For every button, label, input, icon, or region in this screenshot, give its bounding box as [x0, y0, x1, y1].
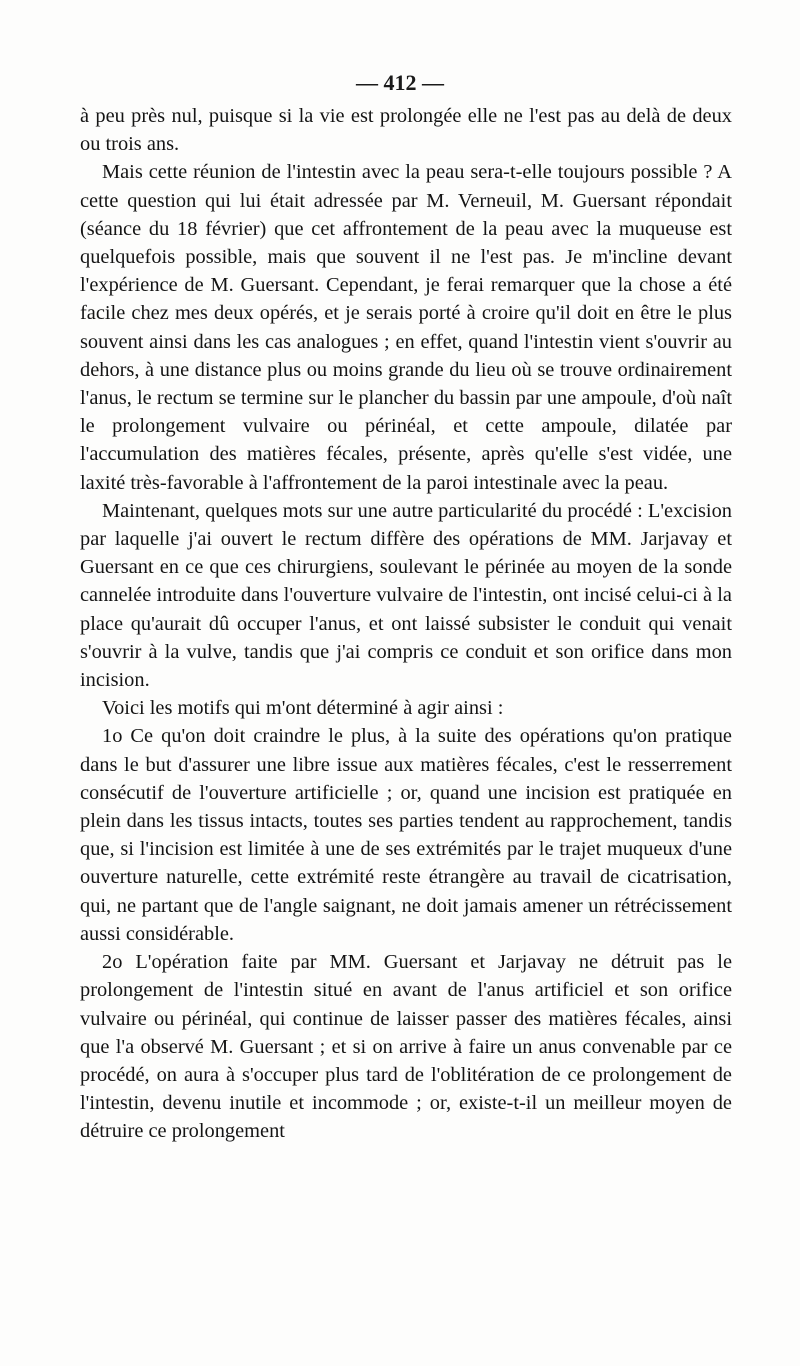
paragraph-excision: Maintenant, quelques mots sur une autre particularité du procédé : L'excision par laquelle j'ai ouvert le rectum diffère des opérations de MM. Jarjavay et Guersant en ce que ces chirurgiens, soulevant le périnée au moyen de la sonde cannelée introduite dans l'ouverture vulvaire de l'intestin, ont incisé celui-ci à la place qu'aurait dû occuper l'anus, et ont laissé subsister le conduit qui venait s'ouvrir à la vulve, tandis que j'ai compris ce conduit et son orifice dans mon incision. — [80, 499, 732, 692]
paragraph-motif-2: 2o L'opération faite par MM. Guersant et Jarjavay ne détruit pas le prolongement de l'intestin situé en avant de l'anus artificiel et son orifice vulvaire ou périnéal, qui continue de laisser passer des matières fécales, ainsi que l'a observé M. Guersant ; et si on arrive à faire un anus convenable par ce procédé, on aura à s'occuper plus tard de l'oblitération de ce prolongement de l'intestin, devenu inutile et incommode ; or, existe-t-il un meilleur moyen de détruire ce prolongement — [80, 951, 732, 1143]
paragraph-motifs-intro: Voici les motifs qui m'ont déterminé à agir ainsi : — [102, 697, 504, 720]
paragraph-continuation: à peu près nul, puisque si la vie est prolongée elle ne l'est pas au delà de deux ou trois ans. — [80, 105, 732, 156]
body-text — [80, 102, 732, 1146]
paragraph-reunion: Mais cette réunion de l'intestin avec la peau sera-t-elle toujours possible ? A cette question qui lui était adressée par M. Verneuil, M. Guersant répondait (séance du 18 février) que cet affrontement de la peau avec la muqueuse est quelquefois possible, mais que souvent il ne l'est pas. Je m'incline devant l'expérience de M. Guersant. Cependant, je ferai remarquer que la chose a été facile chez mes deux opérés, et je serais porté à croire qu'il doit en être le plus souvent ainsi dans les cas analogues ; en effet, quand l'intestin vient s'ouvrir au dehors, à une distance plus ou moins grande du lieu où se trouve ordinairement l'anus, le rectum se termine sur le plancher du bassin par une ampoule, d'où naît le prolongement vulvaire ou périnéal, et cette ampoule, dilatée par l'accumulation des matières fécales, présente, après qu'elle s'est vidée, une laxité très-favorable à l'affrontement de la paroi intestinale avec la peau. — [80, 161, 732, 494]
paragraph-motif-1: 1o Ce qu'on doit craindre le plus, à la suite des opérations qu'on pratique dans le but d'assurer une libre issue aux matières fécales, c'est le resserrement consécutif de l'ouverture artificielle ; or, quand une incision est pratiquée en plein dans les tissus intacts, toutes ses parties tendent au rapprochement, tandis que, si l'incision est limitée à une de ses extrémités par le trajet muqueux d'une ouverture naturelle, cette extrémité reste étrangère au travail de cicatrisation, qui, ne partant que de l'angle saignant, ne doit jamais amener un rétrécissement aussi considérable. — [80, 725, 732, 945]
page-number: — 412 — — [356, 70, 444, 95]
